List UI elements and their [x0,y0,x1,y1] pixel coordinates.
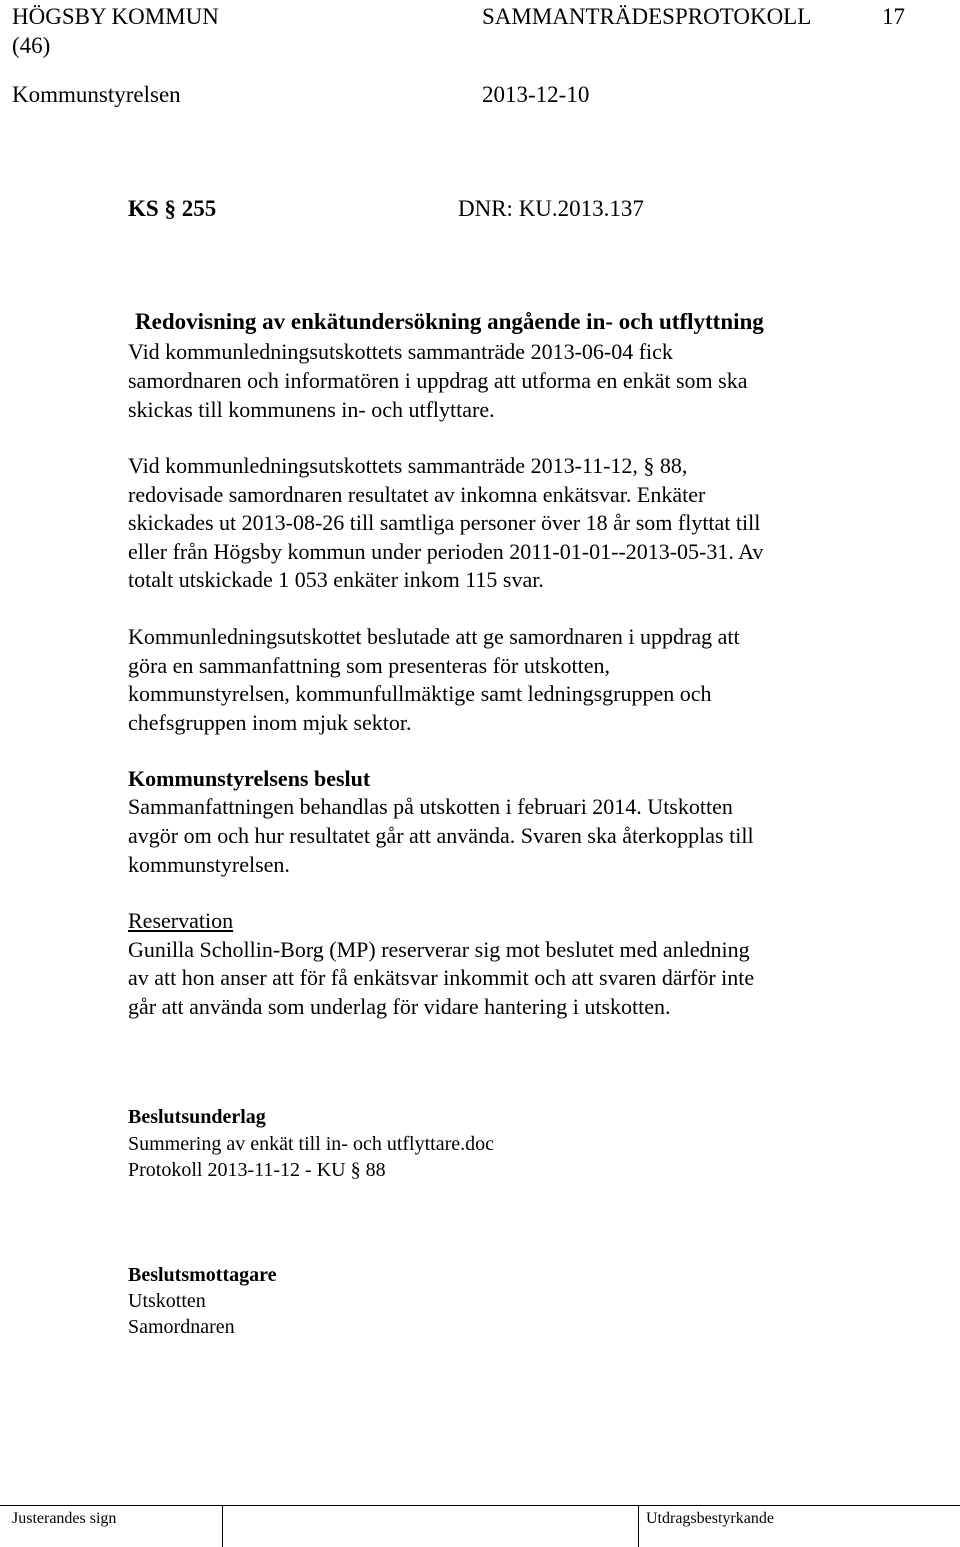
committee-name: Kommunstyrelsen [12,82,181,107]
dnr-number: DNR: KU.2013.137 [458,196,644,221]
paragraph-line: kommunstyrelsen, kommunfullmäktige samt ledningsgruppen och [128,681,712,706]
paragraph-line: redovisade samordnaren resultatet av inkomna enkätsvar. Enkäter [128,482,706,507]
decision-line: kommunstyrelsen. [128,852,290,877]
page-number: 17 [882,4,905,29]
footer-signature-label: Justerandes sign [12,1510,117,1527]
recipient-item: Samordnaren [128,1316,235,1338]
ks-label: KS [128,196,159,221]
decision-line: avgör om och hur resultatet går att använda. Svaren ska återkopplas till [128,823,754,848]
paragraph-line: Vid kommunledningsutskottets sammanträde 2013-11-12, § 88, [128,453,688,478]
decision-line: Sammanfattningen behandlas på utskotten i februari 2014. Utskotten [128,794,733,819]
paragraph-line: eller från Högsby kommun under perioden 2011-01-01--2013-05-31. Av [128,539,764,564]
basis-item: Summering av enkät till in- och utflyttare.doc [128,1133,495,1155]
ks-number: 255 [181,196,217,221]
reservation-line: av att hon anser att för få enkätsvar inkommit och att svaren därför inte [128,965,755,990]
paragraph-line: skickades ut 2013-08-26 till samtliga personer över 18 år som flyttat till [128,510,761,535]
paragraph-line: chefsgruppen inom mjuk sektor. [128,710,412,735]
paragraph-line: Kommunledningsutskottet beslutade att ge samordnaren i uppdrag att [128,624,740,649]
paragraph-line: göra en sammanfattning som presenteras för utskotten, [128,653,611,678]
footer-rule [0,1505,960,1506]
basis-item: Protokoll 2013-11-12 - KU § 88 [128,1159,386,1181]
paragraph-sign: § [164,196,176,221]
paragraph-line: totalt utskickade 1 053 enkäter inkom 115 svar. [128,567,544,592]
recipient-item: Utskotten [128,1290,206,1312]
paragraph-line: skickas till kommunens in- och utflyttare. [128,397,495,422]
reservation-heading: Reservation [128,908,234,933]
basis-heading: Beslutsunderlag [128,1106,266,1128]
reservation-line: går att använda som underlag för vidare hantering i utskotten. [128,994,671,1019]
meeting-date: 2013-12-10 [482,82,590,107]
paragraph-line: samordnaren och informatören i uppdrag att utforma en enkät som ska [128,368,748,393]
footer-certification-label: Utdragsbestyrkande [646,1510,774,1527]
paragraph-line: Vid kommunledningsutskottets sammanträde 2013-06-04 fick [128,339,673,364]
decision-heading: Kommunstyrelsens beslut [128,766,371,791]
footer-divider [222,1505,223,1547]
reservation-line: Gunilla Schollin-Borg (MP) reserverar sig mot beslutet med anledning [128,937,750,962]
footer-divider [638,1505,639,1547]
recipients-heading: Beslutsmottagare [128,1264,277,1286]
document-type: SAMMANTRÄDESPROTOKOLL [482,4,812,29]
case-reference [128,196,216,222]
case-title: Redovisning av enkätundersökning angående in- och utflyttning [135,309,764,334]
page-total: (46) [12,33,51,58]
municipality-name: HÖGSBY KOMMUN [12,4,219,29]
